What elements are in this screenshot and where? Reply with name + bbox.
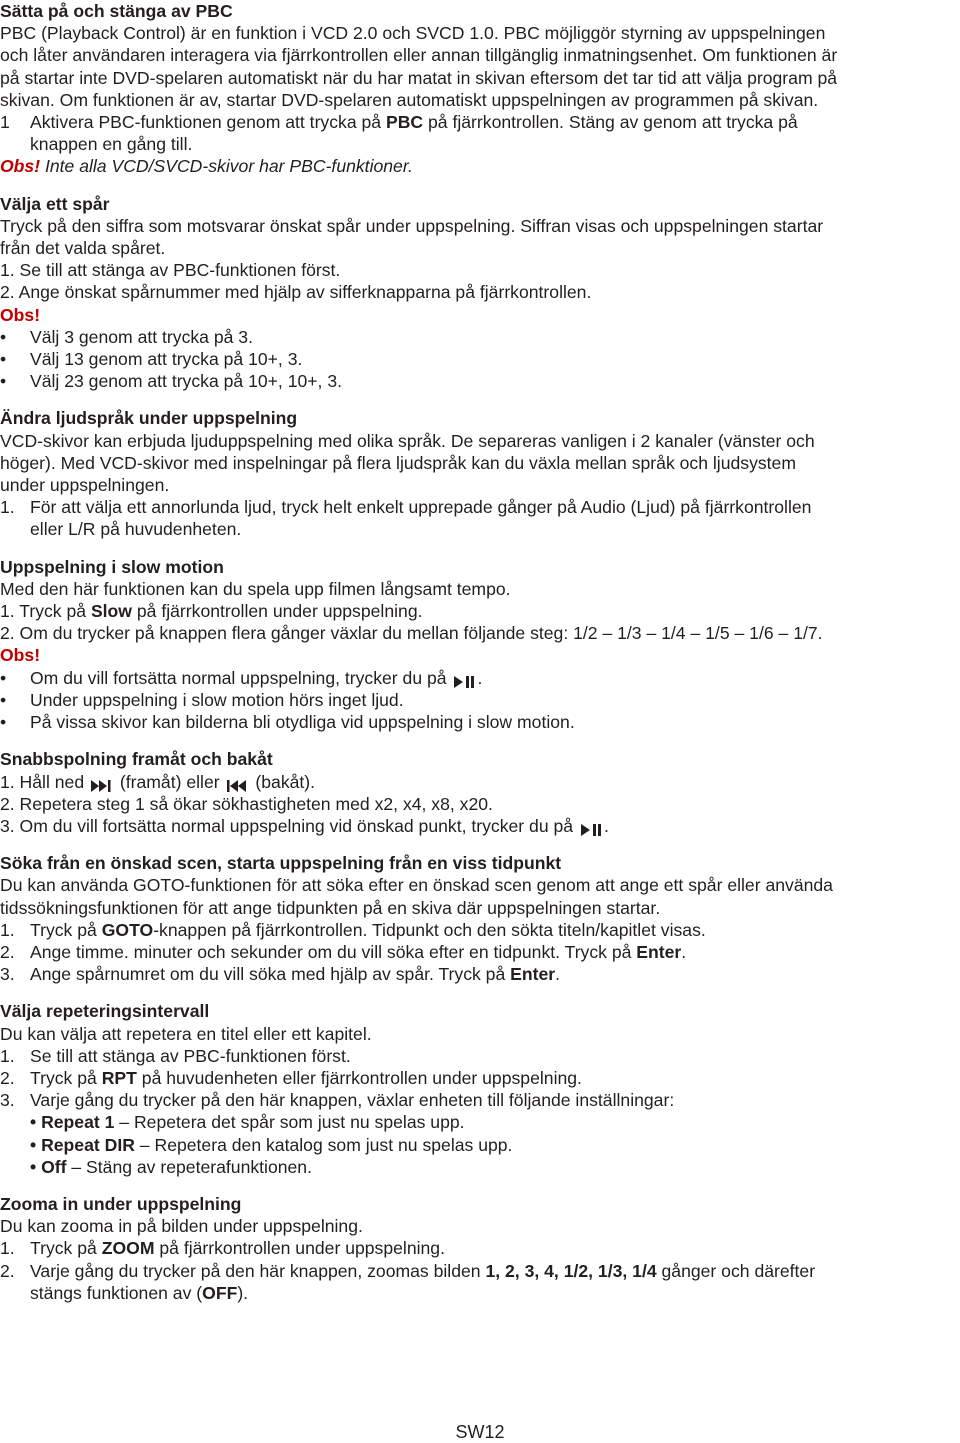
step-number: 2. — [0, 1260, 15, 1281]
zoom-levels: 1, 2, 3, 4, 1/2, 1/3, 1/4 — [485, 1260, 657, 1281]
option-item: • Off – Stäng av repeterafunktionen. — [30, 1156, 312, 1177]
fast-forward-icon — [89, 776, 115, 790]
section-audio — [0, 407, 958, 540]
key-name: GOTO — [101, 919, 154, 940]
step-item: 2. Ange önskat spårnummer med hjälp av sifferknapparna på fjärrkontrollen. — [0, 282, 592, 303]
key-name: ZOOM — [101, 1238, 155, 1259]
key-name: Enter — [510, 964, 556, 985]
step-item: 2. Varje gång du trycker på den här knappen, zoomas bilden 1, 2, 3, 4, 1/2, 1/3, 1/4 gånger och därefter stängs funktionen av (OFF). — [0, 1260, 816, 1303]
section-title: Zooma in under uppspelning — [0, 1193, 242, 1214]
step-item: 1. Tryck på Slow på fjärrkontrollen under uppspelning. — [0, 601, 423, 622]
paragraph-line: VCD-skivor kan erbjuda ljuduppspelning med olika språk. De separeras vanligen i 2 kanaler (vänster och — [0, 430, 815, 451]
step-item: 3. Varje gång du trycker på den här knappen, växlar enheten till följande inställningar: — [0, 1090, 675, 1111]
paragraph-line: höger). Med VCD-skivor med inspelningar på flera ljudspråk kan du växla mellan språk och ljudsystem — [0, 452, 796, 473]
option-key: Off — [41, 1156, 67, 1177]
step-item — [0, 496, 958, 540]
section-title: Snabbspolning framåt och bakåt — [0, 749, 273, 770]
key-name: Enter — [636, 941, 682, 962]
step-item — [0, 111, 958, 155]
step-number: 1 — [0, 112, 10, 133]
step-number: 3. — [0, 1090, 15, 1111]
step-item: 1. Se till att stänga av PBC-funktionen först. — [0, 1045, 351, 1066]
bullet-text: Välj 13 genom att trycka på 10+, 3. — [30, 349, 303, 370]
bullet-mark: • — [0, 667, 7, 688]
option-item: • Repeat 1 – Repetera det spår som just nu spelas upp. — [30, 1112, 465, 1133]
paragraph-line: från det valda spåret. — [0, 238, 166, 259]
step-number: 1. — [0, 919, 15, 940]
option-desc: – Repetera den katalog som just nu spelas upp. — [134, 1134, 513, 1155]
bullet-text: På vissa skivor kan bilderna bli otydliga vid uppspelning i slow motion. — [30, 712, 575, 733]
section-title: Söka från en önskad scen, starta uppspelning från en viss tidpunkt — [0, 853, 562, 874]
section-track — [0, 193, 958, 393]
step-item: 2. Tryck på RPT på huvudenheten eller fjärrkontrollen under uppspelning. — [0, 1067, 582, 1088]
obs-label: Obs! — [0, 304, 41, 325]
option-desc: – Stäng av repeterafunktionen. — [66, 1156, 312, 1177]
option-desc: – Repetera det spår som just nu spelas upp. — [114, 1112, 465, 1133]
step-item: 1. Håll ned (framåt) eller (bakåt). — [0, 771, 316, 792]
paragraph-line: och låter användaren interagera via fjärrkontrollen eller annan tillgänglig inmatningsenhet. Om funktionen är — [0, 45, 838, 66]
bullet-mark: • — [0, 689, 7, 710]
paragraph-line: Du kan använda GOTO-funktionen för att söka efter en önskad scen genom att ange ett spår eller använda — [0, 875, 833, 896]
bullet-item — [0, 348, 958, 370]
bullet-text: Om du vill fortsätta normal uppspelning, trycker du på — [30, 667, 452, 688]
paragraph-line: tidssökningsfunktionen för att ange tidpunkten på en skiva där uppspelningen startar. — [0, 897, 661, 918]
note-line — [0, 155, 958, 177]
step-text: eller L/R på huvudenheten. — [30, 519, 242, 540]
bullet-mark: • — [0, 349, 7, 370]
obs-label: Obs! — [0, 645, 41, 666]
paragraph-line: under uppspelningen. — [0, 475, 170, 496]
bullet-item: • Om du vill fortsätta normal uppspelning, trycker du på . — [0, 667, 483, 688]
play-pause-icon — [578, 820, 604, 834]
paragraph-line: Du kan välja att repetera en titel eller ett kapitel. — [0, 1023, 372, 1044]
rewind-icon — [225, 776, 251, 790]
bullet-item — [0, 326, 958, 348]
section-title: Sätta på och stänga av PBC — [0, 1, 233, 21]
step-item: 1. Tryck på GOTO-knappen på fjärrkontrollen. Tidpunkt och den sökta titeln/kapitlet visas. — [0, 919, 706, 940]
step-item: 2. Om du trycker på knappen flera gånger växlar du mellan följande steg: 1/2 – 1/3 – 1/4 – 1/5 – 1/6 – 1/7. — [0, 623, 823, 644]
step-text: Aktivera PBC-funktionen genom att trycka på — [30, 112, 386, 133]
step-number: 2. — [0, 1067, 15, 1088]
step-text: på fjärrkontrollen. Stäng av genom att trycka på — [423, 112, 798, 133]
step-number: 1. — [0, 497, 15, 518]
section-repeat — [0, 1000, 958, 1178]
option-item: • Repeat DIR – Repetera den katalog som just nu spelas upp. — [30, 1134, 513, 1155]
play-pause-icon — [451, 672, 477, 686]
step-item: 1. Se till att stänga av PBC-funktionen först. — [0, 260, 341, 281]
step-item: 2. Repetera steg 1 så ökar sökhastigheten med x2, x4, x8, x20. — [0, 793, 493, 814]
bullet-mark: • — [0, 712, 7, 733]
paragraph-line: Du kan zooma in på bilden under uppspelning. — [0, 1216, 363, 1237]
bullet-text: Välj 3 genom att trycka på 3. — [30, 326, 253, 347]
option-key: Repeat DIR — [41, 1134, 135, 1155]
bullet-mark: • — [0, 371, 7, 392]
paragraph-line: Med den här funktionen kan du spela upp filmen långsamt tempo. — [0, 578, 511, 599]
paragraph-line: Tryck på den siffra som motsvarar önskat spår under uppspelning. Siffran visas och uppspelningen startar — [0, 215, 824, 236]
step-item: 2. Ange timme. minuter och sekunder om du vill söka efter en tidpunkt. Tryck på Enter. — [0, 941, 687, 962]
section-title: Uppspelning i slow motion — [0, 556, 224, 577]
bullet-item — [0, 689, 958, 711]
bullet-item — [0, 711, 958, 733]
step-number: 2. — [0, 941, 15, 962]
bullet-text: Under uppspelning i slow motion hörs inget ljud. — [30, 689, 404, 710]
bullet-item — [0, 370, 958, 392]
paragraph-line: skivan. Om funktionen är av, startar DVD-spelaren automatiskt uppspelningen av programmen på skivan. — [0, 89, 819, 110]
paragraph-line: på startar inte DVD-spelaren automatiskt när du har matat in skivan eftersom det tar tid att välja program på — [0, 67, 838, 88]
paragraph-line: PBC (Playback Control) är en funktion i VCD 2.0 och SVCD 1.0. PBC möjliggör styrning av uppspelningen — [0, 23, 826, 44]
section-goto — [0, 852, 958, 985]
key-name: Slow — [90, 601, 132, 622]
key-name: RPT — [101, 1067, 137, 1088]
bullet-mark: • — [0, 326, 7, 347]
section-zoom — [0, 1193, 958, 1304]
step-number: 1. — [0, 1238, 15, 1259]
section-title: Välja ett spår — [0, 193, 110, 214]
note-text: Inte alla VCD/SVCD-skivor har PBC-funktioner. — [40, 156, 413, 177]
section-title: Ändra ljudspråk under uppspelning — [0, 408, 298, 429]
step-item: 3. Ange spårnumret om du vill söka med hjälp av spår. Tryck på Enter. — [0, 964, 561, 985]
obs-label: Obs! — [0, 156, 41, 177]
step-text: knappen en gång till. — [30, 134, 193, 155]
step-item: 3. Om du vill fortsätta normal uppspelning vid önskad punkt, trycker du på . — [0, 815, 609, 836]
key-name: OFF — [202, 1282, 238, 1303]
step-item: 1. Tryck på ZOOM på fjärrkontrollen under uppspelning. — [0, 1238, 445, 1259]
bullet-text: Välj 23 genom att trycka på 10+, 10+, 3. — [30, 371, 342, 392]
section-slow-motion — [0, 556, 958, 734]
step-number: 3. — [0, 964, 15, 985]
key-name: PBC — [385, 112, 424, 133]
page-number: SW12 — [455, 1422, 505, 1442]
option-key: Repeat 1 — [41, 1112, 115, 1133]
step-text: För att välja ett annorlunda ljud, tryck helt enkelt upprepade gånger på Audio (Ljud) på fjärrkontrollen — [30, 497, 812, 518]
section-title: Välja repeteringsintervall — [0, 1001, 210, 1022]
step-number: 1. — [0, 1045, 15, 1066]
section-pbc — [0, 0, 958, 178]
section-fast-forward — [0, 748, 958, 837]
